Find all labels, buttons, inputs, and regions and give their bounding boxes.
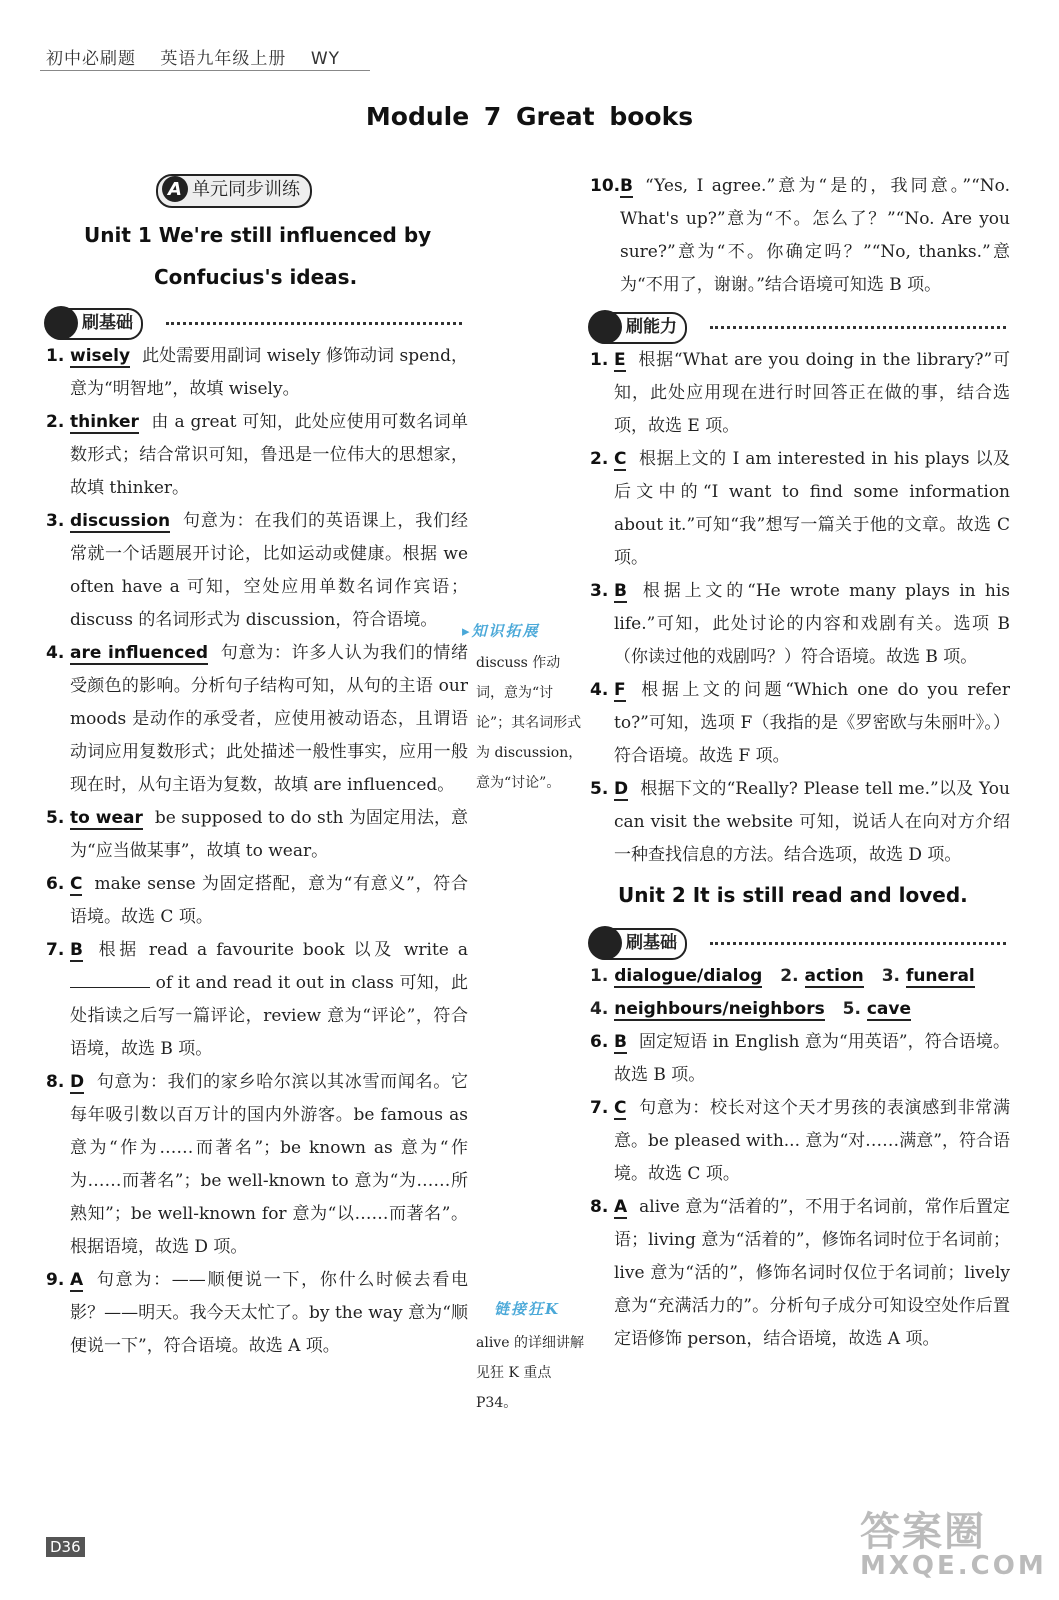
section-basic [46,304,468,340]
side-note-tag: ▸知识拓展 [462,622,540,640]
section-banner [46,170,468,210]
vocab-answers [590,960,1010,1026]
unit2-title: Unit 2 It is still read and loved. [618,883,968,907]
answer: discussion [70,511,171,531]
left-column [46,170,468,1363]
explanation: alive 意为“活着的”，不用于名词前，常作后置定语；living 意为“活着的”，修饰名词时位于名词前；live 意为“活的”，修饰名词时仅位于名词前；lively 意为“充满活力的”。分析句子成分可知设空处作后置定语修饰 person，结合语境，故选 A 项。 [614,1197,1010,1349]
item-number: 5. [46,808,65,828]
watermark-url: MXQE.COM [860,1551,1047,1581]
edition: WY [310,49,341,69]
item-number: 1. [590,350,609,370]
answer: B [70,940,83,960]
explanation: 句意为：——顺便说一下，你什么时候去看电影？——明天。我今天太忙了。by the way 意为“顺便说一下”，符合语境。故选 A 项。 [70,1270,468,1356]
section-label: 刷基础 [82,313,133,333]
answer-item [46,637,468,802]
item-number: 2. [590,449,609,469]
explanation: 根据上文的“He wrote many plays in his life.”可知，此处讨论的内容和戏剧有关。选项 B（你读过他的戏剧吗？）符合语境。故选 B 项。 [614,581,1010,667]
item-number: 7. [46,940,65,960]
book-name: 初中必刷题 [46,49,136,69]
dotted-rule [710,942,1006,945]
item-number: 3. [590,581,609,601]
answer: thinker [70,412,139,432]
answer-item [46,934,468,1066]
section-badge [590,928,687,960]
explanation: 根据“What are you doing in the library?”可知，此处应用现在进行时回答正在做的事，结合选项，故选 E 项。 [614,350,1010,436]
answer-item [590,170,1010,302]
item-number: 5. [842,999,861,1019]
explanation: 由 a great 可知，此处应使用可数名词单数形式；结合常识可知，鲁迅是一位伟大的思想家，故填 thinker。 [70,412,468,498]
answer: to wear [70,808,143,828]
section-badge [590,312,687,344]
section-label: 刷能力 [626,317,677,337]
answer: E [614,350,626,370]
answer-item [590,674,1010,773]
item-number: 1. [590,966,609,986]
watermark [860,1500,1047,1581]
answer-item [46,802,468,868]
answer: dialogue/dialog [614,966,763,986]
answer-item [590,1191,1010,1356]
answer: cave [866,999,912,1019]
item-number: 10. [590,176,621,196]
explanation: 句意为：我们的家乡哈尔滨以其冰雪而闻名。它每年吸引数以百万计的国内外游客。be famous as 意为“作为……而著名”；be known as 意为“作为……而著名”；be well-known to 意为“为……所熟知”；be well-known for 意为“以……而著名”。根据语境，故选 D 项。 [70,1072,468,1257]
answer: B [620,176,633,196]
section-basic-2 [590,924,1010,960]
banner-icon: A [162,176,188,202]
item-number: 4. [590,999,609,1019]
answer: funeral [905,966,975,986]
explanation: 固定短语 in English 意为“用英语”，符合语境。故选 B 项。 [614,1032,1010,1085]
answer: C [70,874,83,894]
answer-item [46,1264,468,1363]
banner-label: 单元同步训练 [192,179,300,200]
answer-item [46,406,468,505]
pencil-icon [588,926,622,960]
unit1-title-cont: Confucius's ideas. [154,265,358,289]
explanation: 根据上文的 I am interested in his plays 以及后文中的“I want to find some information about it.”可知“我”想写一篇关于他的文章。故选 C 项。 [614,449,1010,568]
answer: C [614,449,627,469]
section-badge [46,308,143,340]
running-header [46,44,358,69]
answer: A [614,1197,628,1217]
right-column [590,170,1010,1356]
answer-item [590,1092,1010,1191]
item-number: 8. [46,1072,65,1092]
answer-item [46,505,468,637]
answer-item [46,340,468,406]
answer: F [614,680,626,700]
answer-item [590,575,1010,674]
section-label: 刷基础 [626,933,677,953]
answer: D [614,779,629,799]
answer: B [614,1032,627,1052]
answer: wisely [70,346,131,366]
answer: B [614,581,627,601]
explanation: “Yes, I agree.”意为“是的，我同意。”“No. What's up?”意为“不。怎么了？”“No. Are you sure?”意为“不。你确定吗？”“No, thanks.”意为“不用了，谢谢。”结合语境可知选 B 项。 [620,176,1010,295]
item-number: 6. [46,874,65,894]
pencil-icon [44,306,78,340]
explanation: 根据 read a favourite book 以及 write a [94,940,468,960]
explanation: 句意为：许多人认为我们的情绪受颜色的影响。分析句子结构可知，从句的主语 our moods 是动作的承受者，应使用被动语态，且谓语动词应用复数形式；此处描述一般性事实，应用一般现在时，从句主语为复数，故填 are influenced。 [70,643,468,795]
answer: D [70,1072,85,1092]
explanation: 句意为：校长对这个天才男孩的表演感到非常满意。be pleased with... 意为“对……满意”，符合语境。故选 C 项。 [614,1098,1010,1184]
explanation: 根据下文的“Really? Please tell me.”以及 You can visit the website 可知，说话人在向对方介绍一种查找信息的方法。结合选项，故选 D 项。 [614,779,1010,865]
item-number: 1. [46,346,65,366]
item-number: 2. [780,966,799,986]
item-number: 4. [590,680,609,700]
item-number: 3. [46,511,65,531]
explanation: be supposed to do sth 为固定用法，意为“应当做某事”，故填 to wear。 [70,808,468,861]
page-number: D36 [46,1537,85,1557]
section-ability [590,308,1010,344]
item-number: 8. [590,1197,609,1217]
answer: action [804,966,864,986]
item-number: 9. [46,1270,65,1290]
page-title: Module 7 Great books [365,102,694,131]
answer-item [590,443,1010,575]
side-note: discuss 作动词，意为“讨论”；其名词形式为 discussion，意为“讨论”。 [476,655,583,791]
answer: neighbours/neighbors [614,999,825,1019]
pencil-icon [588,310,622,344]
explanation-cont: of it and read it out in class 可知，此处指读之后写一篇评论，review 意为“评论”，符合语境，故选 B 项。 [70,973,468,1059]
dotted-rule [166,322,462,325]
unit1-title: Unit 1 We're still influenced by [84,223,432,247]
side-note-tag: 链接狂K [494,1300,561,1318]
explanation: 根据上文的问题“Which one do you refer to?”可知，选项 F（我指的是《罗密欧与朱丽叶》。）符合语境。故选 F 项。 [614,680,1010,766]
item-number: 4. [46,643,65,663]
item-number: 7. [590,1098,609,1118]
answer-item [46,1066,468,1264]
answer: A [70,1270,84,1290]
answer-item [46,868,468,934]
answer-item [590,1026,1010,1092]
item-number: 2. [46,412,65,432]
answer: C [614,1098,627,1118]
banner-tag [156,174,312,208]
item-number: 5. [590,779,609,799]
answer-item [590,344,1010,443]
watermark-logo: 答案圈 [860,1509,986,1555]
subject-name: 英语九年级上册 [160,49,287,69]
answer: are influenced [70,643,209,663]
explanation: make sense 为固定搭配，意为“有意义”，符合语境。故选 C 项。 [70,874,468,927]
item-number: 6. [590,1032,609,1052]
side-note: alive 的详细讲解见狂 K 重点 P34。 [476,1335,584,1411]
fill-blank [70,987,150,988]
item-number: 3. [881,966,901,986]
explanation: 此处需要用副词 wisely 修饰动词 spend，意为“明智地”，故填 wisely。 [70,346,468,399]
explanation: 句意为：在我们的英语课上，我们经常就一个话题展开讨论，比如运动或健康。根据 we often have a 可知，空处应用单数名词作宾语；discuss 的名词形式为 discussion，符合语境。 [70,511,468,630]
header-rule [40,70,370,71]
dotted-rule [710,326,1006,329]
answer-item [590,773,1010,872]
